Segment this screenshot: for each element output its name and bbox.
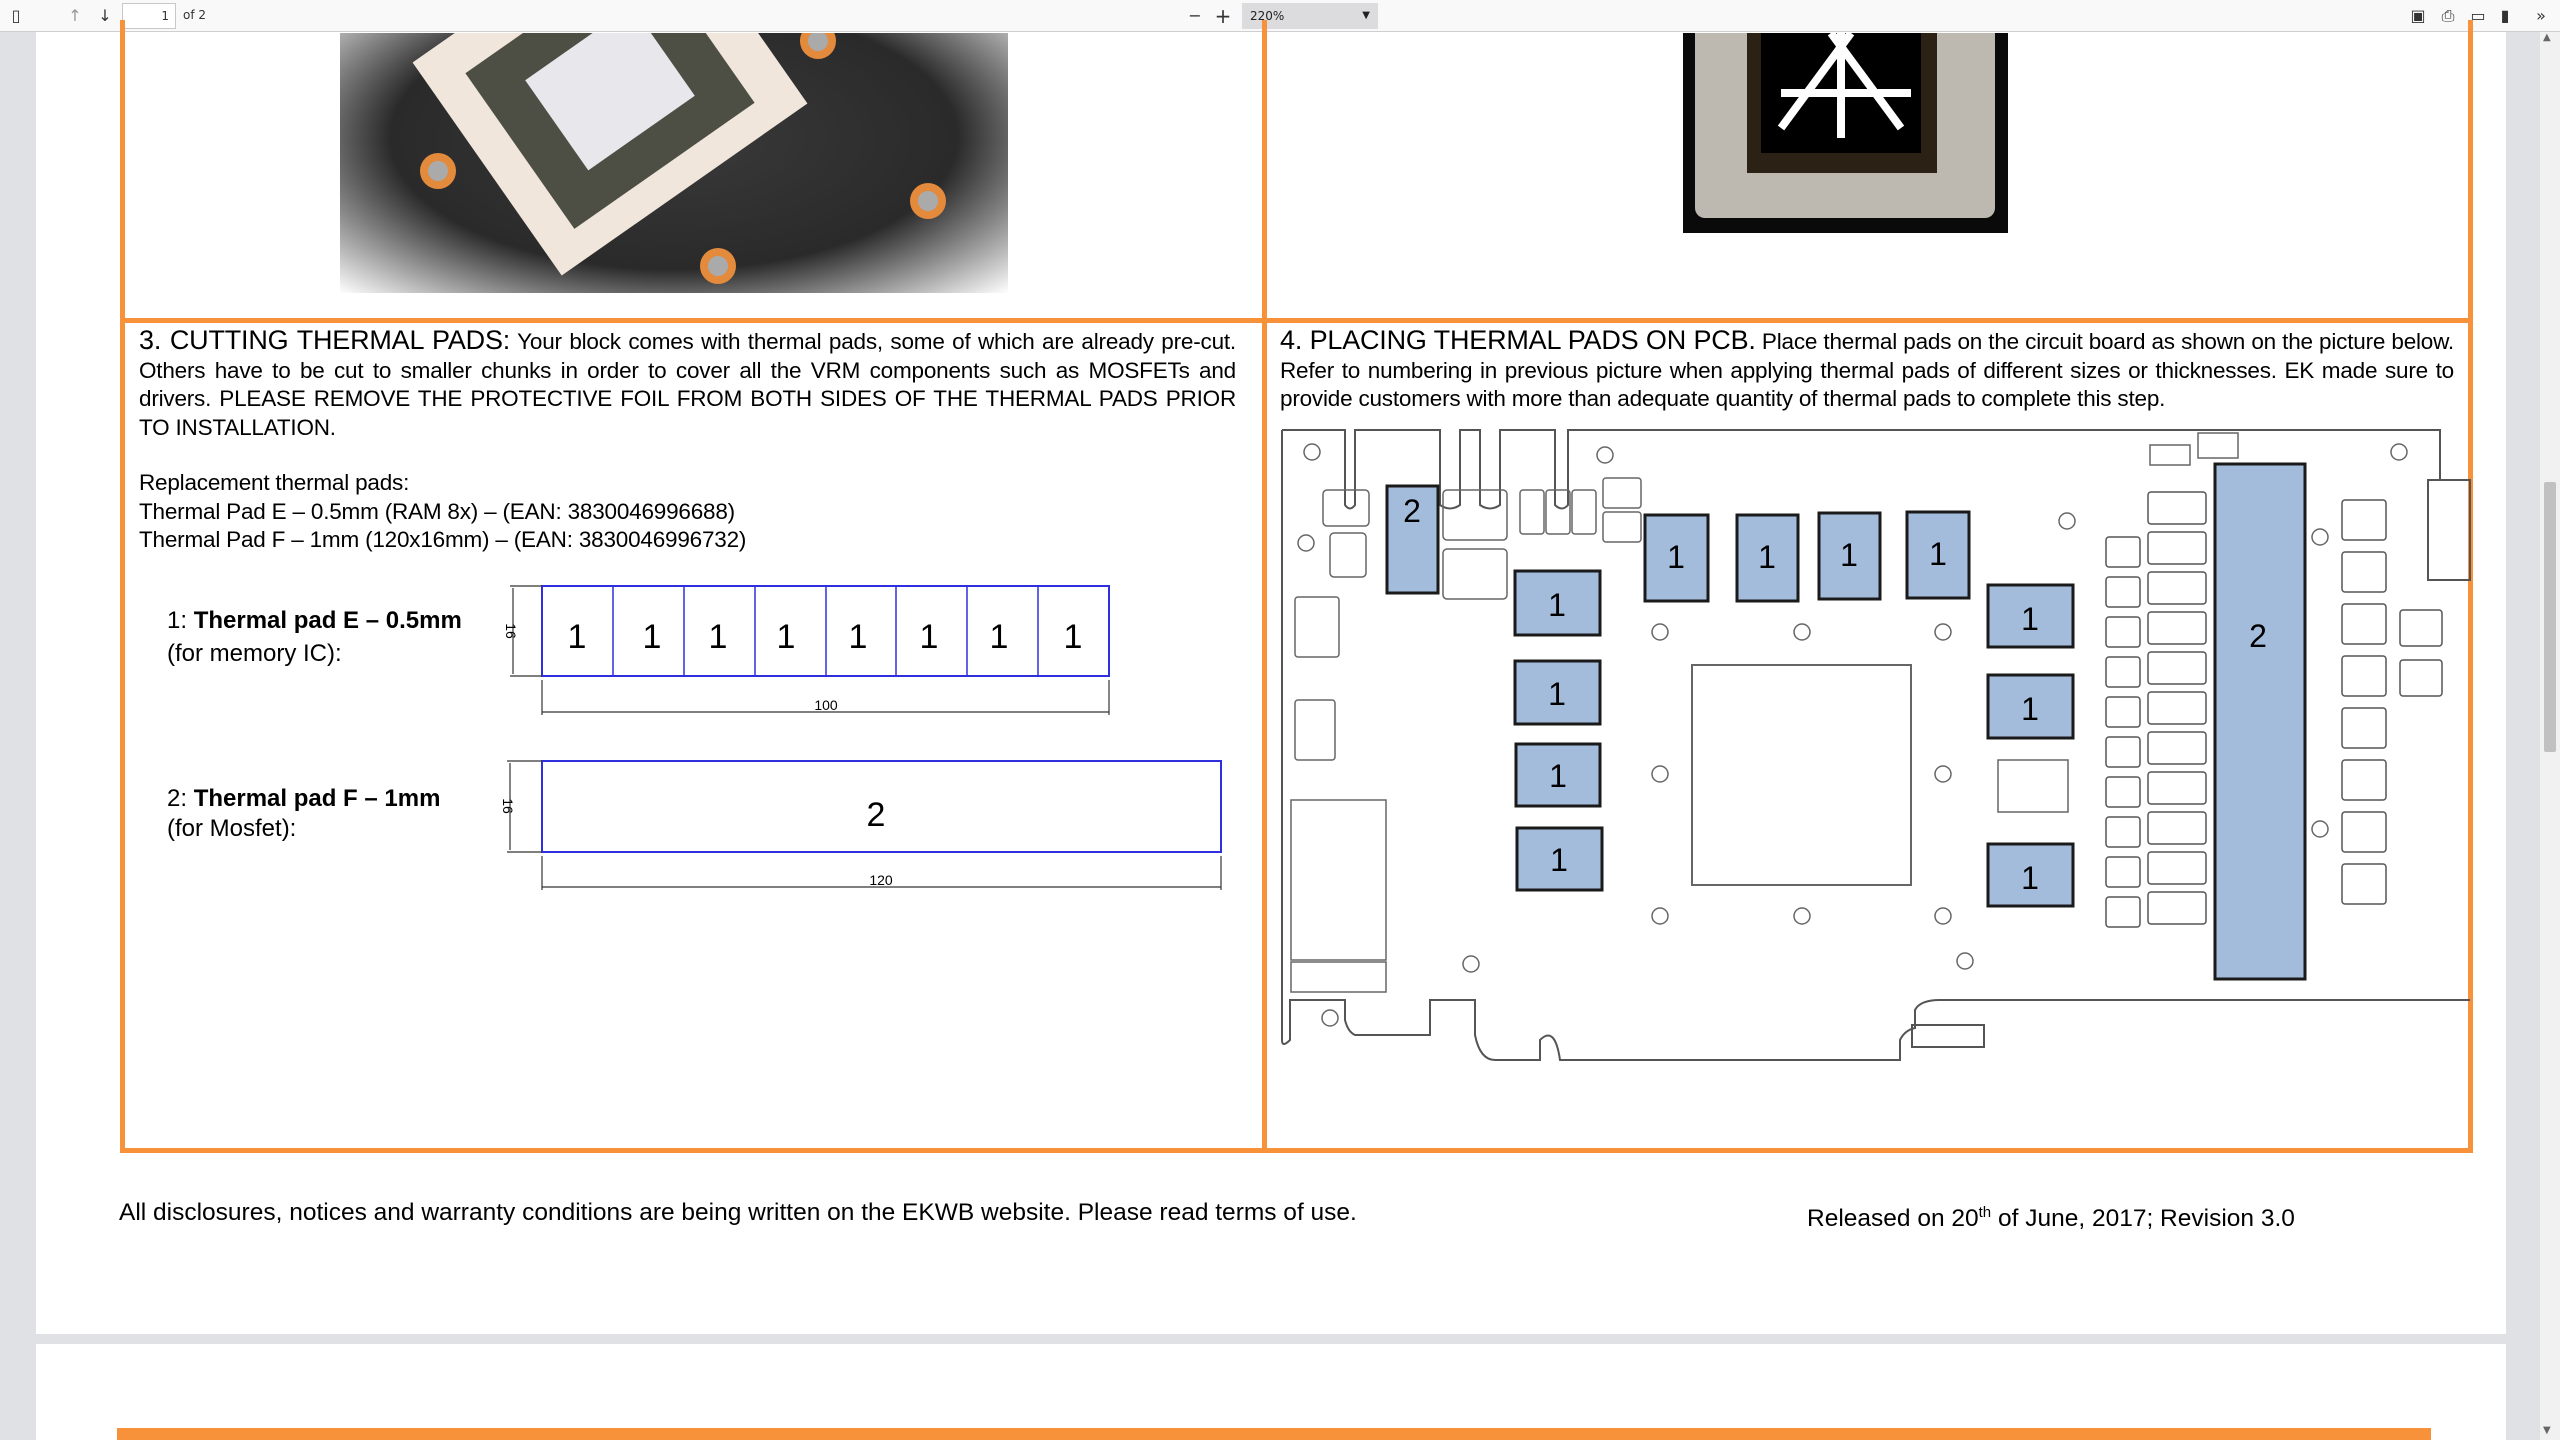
pcb-pad-label: 1: [1548, 587, 1566, 623]
sidebar-toggle-icon[interactable]: ▯: [11, 6, 21, 25]
pad-e-height-dim: 16: [503, 623, 519, 639]
pcb-pad-label: 1: [2021, 691, 2039, 727]
presentation-mode-icon[interactable]: ▣: [2410, 6, 2426, 25]
pcb-pad-label: 1: [1667, 539, 1685, 575]
footer-release: Released on 20th of June, 2017; Revision 3.0: [1807, 1204, 2295, 1233]
pad-e-cell: 1: [848, 618, 868, 656]
pad-e-cell: 1: [567, 618, 587, 656]
pcb-pad-label: 1: [2021, 601, 2039, 637]
pcb-pad-label: 1: [1840, 537, 1858, 573]
chevron-down-icon: ▼: [1362, 10, 1370, 21]
section-4-heading: 4. PLACING THERMAL PADS ON PCB.: [1280, 325, 1756, 355]
zoom-value: 220%: [1250, 9, 1285, 23]
replacement-title: Replacement thermal pads:: [139, 470, 410, 495]
gpu-die-outline: [1692, 665, 1911, 885]
pcb-pad-label: 1: [1549, 758, 1567, 794]
scroll-up-icon[interactable]: ▲: [2543, 32, 2551, 43]
previous-page-icon[interactable]: ↑: [68, 6, 82, 25]
section-3-body: Your block comes with thermal pads, some of which are already pre-cut. Others have to be cut to smaller chunks in order to cover all the VRM components such as MOSFETs and drivers. PLEASE REMOVE THE PROTECTIVE FOIL FROM BOTH SIDES OF THE THERMAL PADS PRIOR TO INSTALLATION.: [139, 329, 1236, 440]
pad-f-cell: 2: [866, 796, 886, 834]
page-number-input[interactable]: 1: [122, 3, 176, 29]
replacement-item: Thermal Pad F – 1mm (120x16mm) – (EAN: 3830046996732): [139, 527, 747, 552]
section-4-body: Place thermal pads on the circuit board as shown on the picture below. Refer to numbering in previous picture when applying thermal pads of different sizes or thicknesses. EK made sure to provide customers with more than adequate quantity of thermal pads to complete this step.: [1280, 329, 2454, 411]
next-page-icon[interactable]: ↓: [98, 6, 112, 25]
pcb-pad-label: 1: [1758, 539, 1776, 575]
page-count: of 2: [183, 8, 207, 22]
pad-f-name: Thermal pad F – 1mm: [193, 785, 441, 812]
pcb-pad-label: 1: [1550, 842, 1568, 878]
pad-e-name: Thermal pad E – 0.5mm: [193, 607, 462, 634]
pad-f-note: (for Mosfet):: [167, 815, 297, 842]
pad-f-height-dim: 16: [500, 798, 516, 814]
pad-e-cell: 1: [1063, 618, 1083, 656]
print-icon[interactable]: ⎙: [2441, 6, 2455, 25]
download-icon[interactable]: ▭: [2470, 6, 2486, 25]
footer-disclaimer: All disclosures, notices and warranty conditions are being written on the EKWB website. Please read terms of use.: [119, 1199, 1357, 1226]
pcb-pad-label: 2: [2249, 618, 2267, 654]
pad-f-width-dim: 120: [869, 872, 893, 888]
pad-e-cell: 1: [989, 618, 1009, 656]
pad-e-label: 1: Thermal pad E – 0.5mm: [167, 607, 462, 634]
section-3-heading: 3. CUTTING THERMAL PADS:: [139, 325, 511, 355]
pcb-pad-label: 1: [1929, 536, 1947, 572]
pcb-pad-label: 1: [1548, 676, 1566, 712]
scroll-down-icon[interactable]: ▼: [2543, 1425, 2551, 1436]
pcb-pad-label: 1: [2021, 860, 2039, 896]
pad-f-label: 2: Thermal pad F – 1mm: [167, 785, 441, 812]
tools-menu-icon[interactable]: »: [2536, 6, 2546, 25]
pad-e-cell: 1: [919, 618, 939, 656]
pcb-pad-label: 2: [1403, 493, 1421, 529]
pad-e-cell: 1: [776, 618, 796, 656]
scrollbar-thumb[interactable]: [2544, 482, 2556, 752]
zoom-in-button[interactable]: +: [1214, 4, 1232, 28]
pad-e-cell: 1: [708, 618, 728, 656]
pad-e-cell: 1: [642, 618, 662, 656]
pad-e-width-dim: 100: [814, 697, 838, 713]
replacement-item: Thermal Pad E – 0.5mm (RAM 8x) – (EAN: 3830046996688): [139, 498, 735, 524]
zoom-out-button[interactable]: −: [1188, 6, 1202, 25]
pad-e-note: (for memory IC):: [167, 640, 342, 667]
bookmark-icon[interactable]: ▮: [2500, 6, 2510, 25]
